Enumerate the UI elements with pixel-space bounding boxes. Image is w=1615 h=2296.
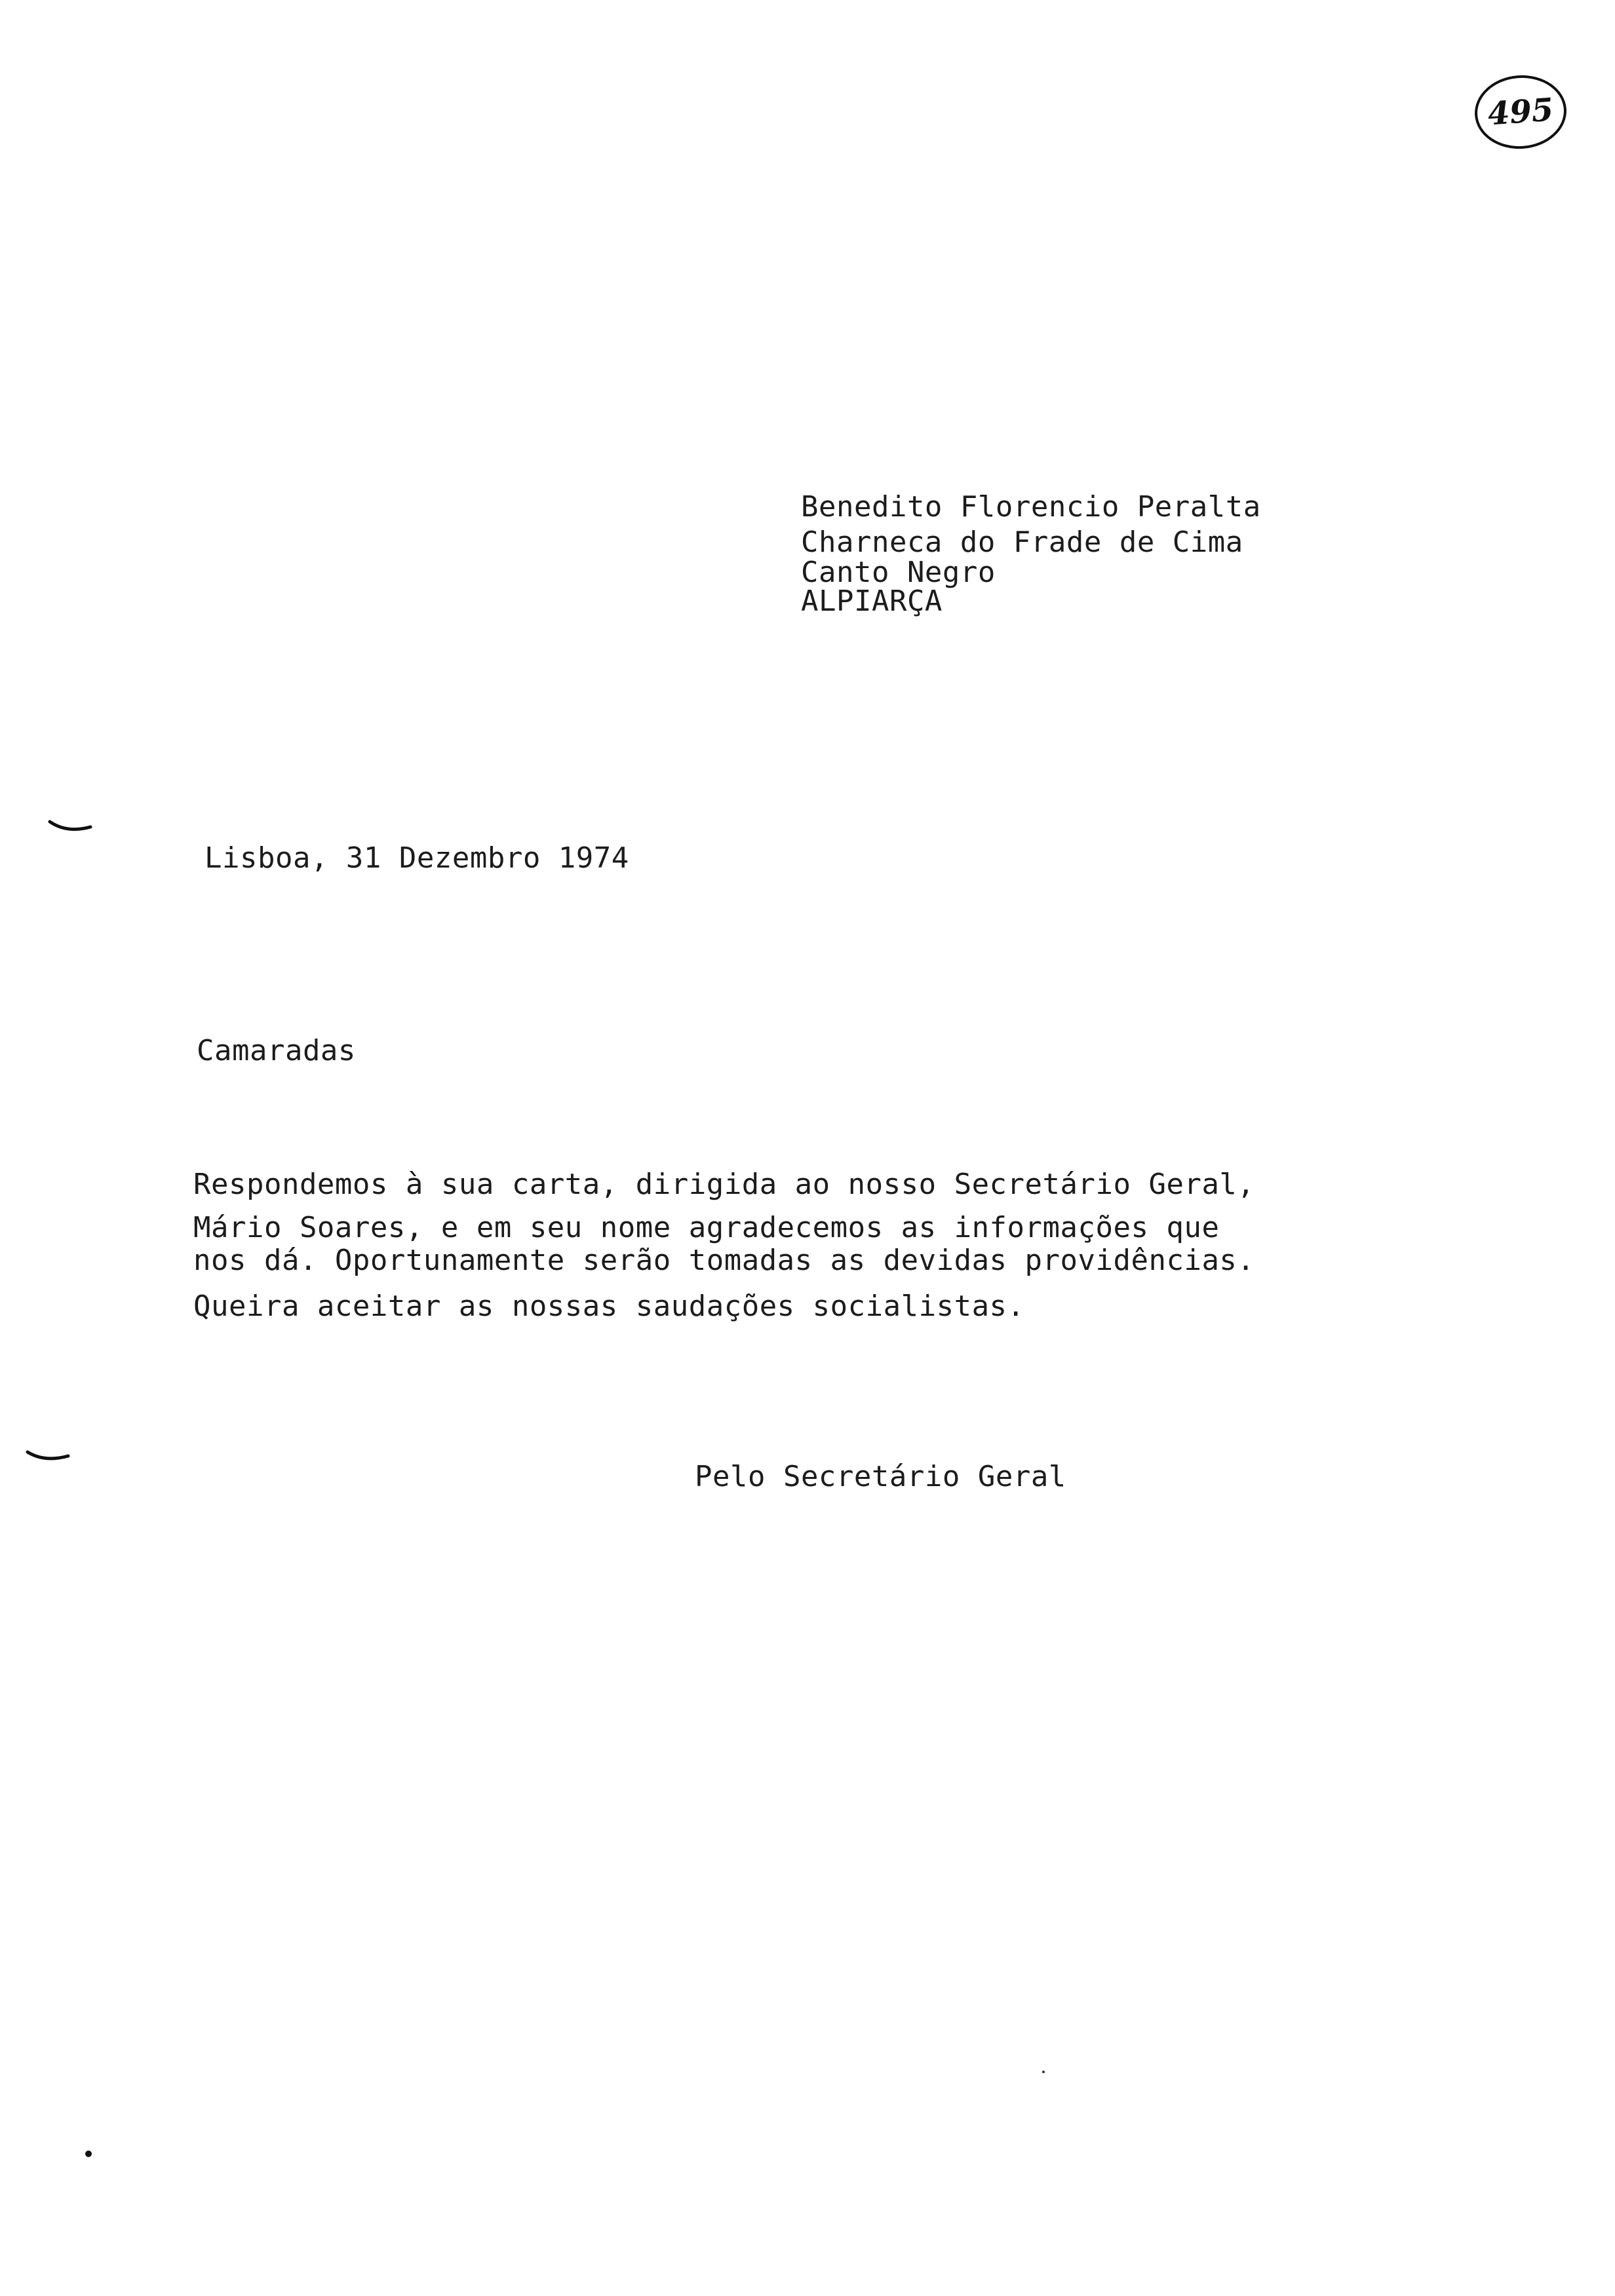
recipient-address-line1: Charneca do Frade de Cima — [801, 526, 1243, 559]
body-line-4: Queira aceitar as nossas saudações socialistas. — [193, 1290, 1025, 1323]
salutation: Camaradas — [197, 1034, 356, 1067]
date-line: Lisboa, 31 Dezembro 1974 — [204, 841, 629, 875]
body-line-1: Respondemos à sua carta, dirigida ao nosso Secretário Geral, — [193, 1168, 1255, 1201]
recipient-address-line2: Canto Negro — [801, 556, 996, 589]
recipient-city: ALPIARÇA — [801, 584, 943, 618]
punch-mark-icon — [25, 1448, 72, 1468]
handwritten-page-number: 495 — [1472, 72, 1568, 151]
recipient-name: Benedito Florencio Peralta — [801, 490, 1261, 524]
body-line-3: nos dá. Oportunamente serão tomadas as devidas providências. — [193, 1244, 1255, 1277]
dot-mark-icon — [84, 2149, 93, 2158]
speck-mark-icon — [1041, 2069, 1046, 2075]
body-line-2: Mário Soares, e em seu nome agradecemos as informações que — [193, 1211, 1220, 1244]
signature-line: Pelo Secretário Geral — [695, 1460, 1066, 1493]
punch-mark-icon — [47, 818, 94, 837]
